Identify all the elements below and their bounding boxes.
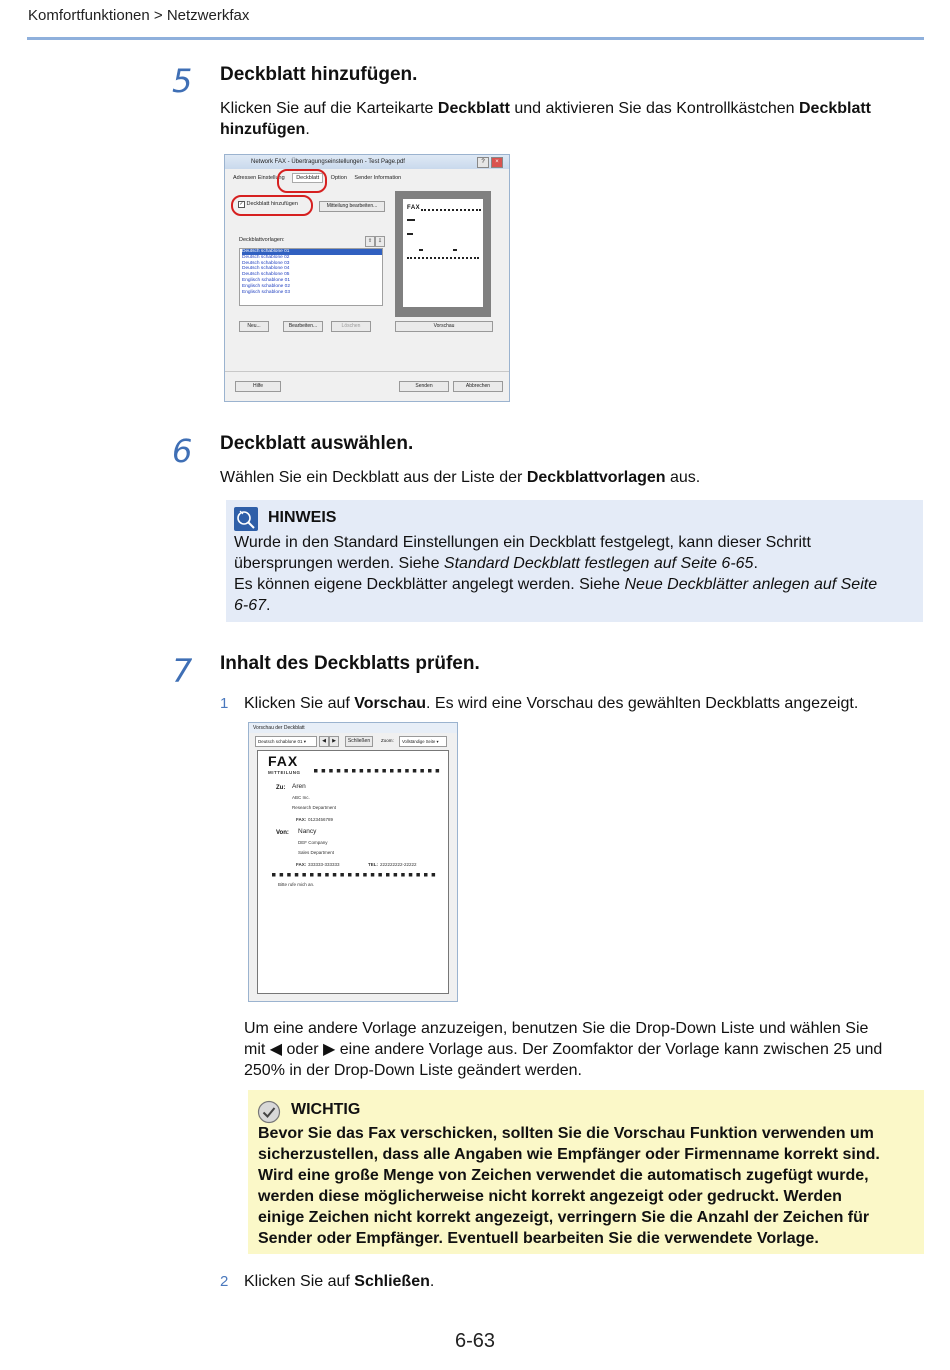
step-6-text: Wählen Sie ein Deckblatt aus der Liste der Deckblattvorlagen aus.	[220, 469, 701, 486]
tab-option[interactable]: Option	[330, 175, 347, 181]
move-down-button[interactable]: ⇩	[375, 236, 385, 247]
checkbox-highlight-ring	[231, 195, 313, 216]
dot-line	[314, 769, 444, 774]
add-cover-checkbox[interactable]: ✓ Deckblatt hinzufügen	[239, 201, 298, 207]
step-5-text: Klicken Sie auf die Karteikarte Deckblatt und aktivieren Sie das Kontrollkästchen Deckblatt hinzufügen.	[220, 100, 872, 138]
template-list-item[interactable]: Englisch schablone 02	[242, 283, 291, 289]
dot-mark	[428, 769, 432, 773]
dot-mark	[302, 873, 306, 877]
delete-button[interactable]: Löschen	[331, 321, 371, 332]
preview-mark	[453, 249, 457, 251]
close-preview-button[interactable]: Schließen	[345, 736, 373, 747]
template-select[interactable]: Deutsch schablone 01 ▾	[255, 736, 317, 747]
dot-mark	[363, 873, 367, 877]
dot-mark	[329, 769, 333, 773]
dot-mark	[416, 873, 420, 877]
preview-dots	[421, 209, 481, 211]
step-number-6: 6	[172, 432, 193, 470]
dot-mark	[409, 873, 413, 877]
dot-mark	[314, 769, 318, 773]
dot-mark	[272, 873, 276, 877]
footer-note: Bitte rufe mich an.	[278, 882, 315, 887]
dot-mark	[333, 873, 337, 877]
dot-mark	[432, 873, 436, 877]
preview-mark	[407, 233, 413, 235]
to-fax-label: FAX:	[296, 817, 307, 822]
dot-mark	[287, 873, 291, 877]
warning-text: Bevor Sie das Fax verschicken, sollten Sie die Vorschau Funktion verwenden um sicherzustellen, dass alle Angaben wie Empfänger oder Firmenname korrekt sind. Wird eine große Menge von Zeichen verwendet die automatisch zugefügt wurde, werden diese möglicherweise nicht korrekt angezeigt oder gedruckt. Werden einige Zeichen nicht korrekt angezeigt, verringern Sie die Anzahl der Zeichen für Sender oder Empfänger. Eventuell bearbeiten Sie die verwendete Vorlage.	[258, 1125, 880, 1247]
dot-mark	[390, 769, 394, 773]
from-fax-label: FAX:	[296, 862, 307, 867]
dialog-titlebar	[225, 155, 509, 169]
to-name: Aren	[292, 783, 306, 790]
dot-mark	[378, 873, 382, 877]
substep-2-text: Klicken Sie auf Schließen.	[244, 1273, 435, 1290]
previous-template-button[interactable]: ◀	[319, 736, 329, 747]
dot-mark	[325, 873, 329, 877]
substep-number-2: 2	[220, 1273, 229, 1290]
dot-mark	[413, 769, 417, 773]
cover-settings-dialog-screenshot	[224, 154, 510, 402]
dot-mark	[295, 873, 299, 877]
fax-title: FAX	[268, 753, 299, 769]
templates-label: Deckblattvorlagen:	[239, 237, 285, 243]
dot-mark	[310, 873, 314, 877]
zoom-select[interactable]: Vollständige Seite ▾	[399, 736, 447, 747]
step-6-title: Deckblatt auswählen.	[220, 433, 414, 454]
from-department: Sales Department	[298, 850, 335, 855]
step-number-7: 7	[172, 652, 193, 690]
from-tel-label: TEL:	[368, 862, 378, 867]
to-fax-number: 0123456789	[308, 817, 334, 822]
dot-mark	[386, 873, 390, 877]
from-company: DEF Company	[298, 840, 328, 845]
template-list-item[interactable]: Englisch schablone 03	[242, 289, 291, 295]
step-number-5: 5	[172, 62, 193, 100]
move-up-button[interactable]: ⇧	[365, 236, 375, 247]
send-button[interactable]: Senden	[399, 381, 449, 392]
dot-mark	[405, 769, 409, 773]
from-label: Von:	[276, 830, 289, 836]
warning-title: WICHTIG	[291, 1101, 361, 1118]
dot-mark	[436, 769, 440, 773]
dot-mark	[420, 769, 424, 773]
cover-preview-page	[403, 199, 483, 307]
to-company: ABC Inc.	[292, 795, 310, 800]
dot-mark	[337, 769, 341, 773]
template-list-item[interactable]: Deutsch schablone 04	[242, 266, 290, 272]
new-button[interactable]: Neu...	[239, 321, 269, 332]
breadcrumb: Komfortfunktionen > Netzwerkfax	[28, 7, 250, 24]
dot-mark	[356, 873, 360, 877]
template-list-item[interactable]: Deutsch schablone 05	[242, 272, 290, 278]
tab-highlight-ring	[277, 169, 327, 193]
substep-1-text: Klicken Sie auf Vorschau. Es wird eine Vorschau des gewählten Deckblatts angezeigt.	[244, 695, 859, 712]
substep-number-1: 1	[220, 695, 229, 712]
dot-mark	[424, 873, 428, 877]
dot-line	[272, 873, 442, 878]
dot-mark	[401, 873, 405, 877]
dot-mark	[375, 769, 379, 773]
dot-mark	[360, 769, 364, 773]
dialog-footer-divider	[225, 371, 509, 372]
template-list-item[interactable]: Englisch schablone 01	[242, 277, 291, 283]
next-template-button[interactable]: ▶	[329, 736, 339, 747]
preview-toolbar	[249, 733, 457, 747]
preview-dots	[407, 257, 479, 259]
dot-mark	[280, 873, 284, 877]
help-button[interactable]: Hilfe	[235, 381, 281, 392]
cancel-button[interactable]: Abbrechen	[453, 381, 503, 392]
dot-mark	[398, 769, 402, 773]
page-number: 6-63	[454, 1330, 496, 1352]
tab-address[interactable]: Adressen Einstellung	[233, 175, 285, 181]
dot-mark	[340, 873, 344, 877]
edit-template-button[interactable]: Bearbeiten...	[283, 321, 323, 332]
dot-mark	[382, 769, 386, 773]
from-tel-number: 222222222-22222	[380, 862, 417, 867]
edit-message-button[interactable]: Mitteilung bearbeiten...	[319, 201, 385, 212]
note-icon	[234, 507, 258, 531]
template-list-item[interactable]: Deutsch schablone 02	[242, 254, 290, 260]
check-icon	[257, 1100, 281, 1124]
dot-mark	[352, 769, 356, 773]
help-icon[interactable]: ?	[477, 157, 489, 168]
dot-mark	[344, 769, 348, 773]
cover-preview-area	[395, 191, 491, 317]
from-fax-number: 333333-333333	[308, 862, 340, 867]
dot-mark	[394, 873, 398, 877]
close-icon[interactable]: ×	[491, 157, 503, 168]
header-rule	[27, 37, 924, 40]
template-list-item[interactable]: Deutsch schablone 01	[242, 249, 382, 255]
preview-mark	[407, 219, 415, 221]
zoom-label: Zoom:	[381, 738, 394, 743]
from-name: Nancy	[298, 828, 317, 835]
template-list-item[interactable]: Deutsch schablone 03	[242, 260, 290, 266]
dot-mark	[367, 769, 371, 773]
preview-window-title: Vorschau der Deckblatt	[249, 723, 457, 733]
template-list[interactable]	[239, 248, 383, 306]
to-department: Research Department	[292, 805, 337, 810]
to-label: Zu:	[276, 785, 286, 791]
dot-mark	[348, 873, 352, 877]
cover-preview-window-screenshot	[248, 722, 458, 1002]
note-title: HINWEIS	[268, 509, 337, 526]
preview-page	[257, 750, 449, 994]
dot-mark	[322, 769, 326, 773]
tab-sender[interactable]: Sender Information	[354, 175, 402, 181]
step-7-info-text: Um eine andere Vorlage anzuzeigen, benutzen Sie die Drop-Down Liste und wählen Sie mit ◀ oder ▶ eine andere Vorlage aus. Der Zoomfaktor der Vorlage kann zwischen 25 und 250% in der Drop-Down Liste geändert werden.	[244, 1020, 883, 1079]
note-text: Wurde in den Standard Einstellungen ein Deckblatt festgelegt, kann dieser Schritt übersprungen werden. Siehe Standard Deckblatt festlegen auf Seite 6-65. Es können eigene Deckblätter angelegt werden. Siehe Neue Deckblätter anlegen auf Seite 6-67.	[234, 534, 878, 614]
dialog-title: Network FAX - Übertragungseinstellungen - Test Page.pdf	[251, 159, 405, 165]
preview-fax-text: FAX	[407, 205, 421, 211]
tab-cover[interactable]: Deckblatt	[292, 173, 323, 183]
preview-mark	[419, 249, 423, 251]
dot-mark	[318, 873, 322, 877]
dot-mark	[371, 873, 375, 877]
fax-subtitle: MITTEILUNG	[268, 770, 301, 775]
step-5-title: Deckblatt hinzufügen.	[220, 64, 418, 85]
preview-button[interactable]: Vorschau	[395, 321, 493, 332]
step-7-title: Inhalt des Deckblatts prüfen.	[220, 653, 480, 674]
